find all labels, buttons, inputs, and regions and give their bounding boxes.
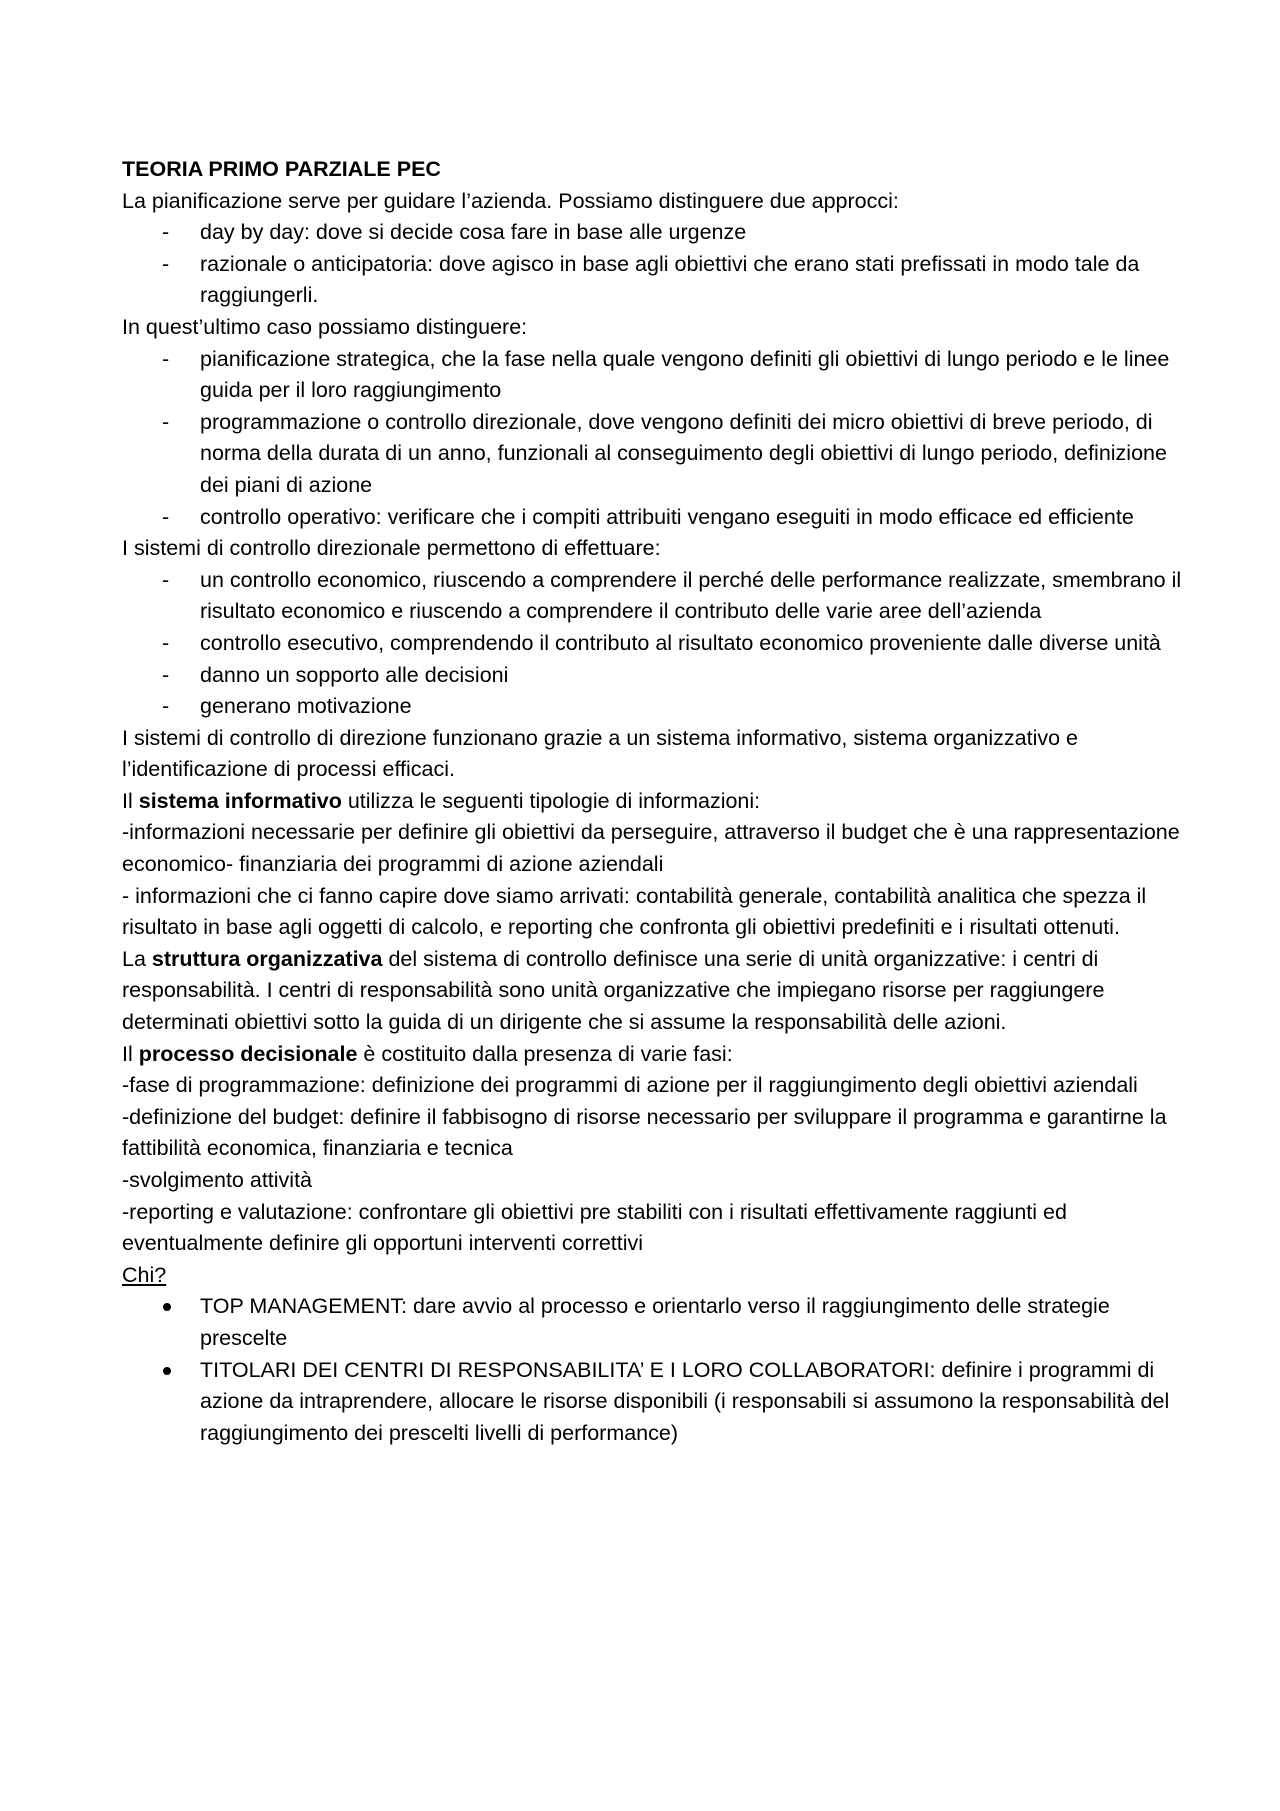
bullet-icon — [163, 1303, 171, 1311]
paragraph: -svolgimento attività — [122, 1168, 312, 1192]
list-item: TOP MANAGEMENT: dare avvio al processo e orientarlo verso il raggiungimento delle strategie prescelte — [122, 1291, 1182, 1354]
dash-marker: - — [162, 251, 170, 276]
list-item: - day by day: dove si decide cosa fare in base alle urgenze — [122, 217, 1182, 249]
paragraph: - informazioni che ci fanno capire dove siamo arrivati: contabilità generale, contabilità analitica che spezza il risultato in base agli oggetti di calcolo, e reporting che confronta gli obiettivi predefiniti e i risultati ottenuti. — [122, 883, 1147, 940]
document-body — [122, 154, 1182, 1449]
list-item: - generano motivazione — [122, 691, 1182, 723]
dash-marker: - — [162, 346, 170, 371]
paragraph-processo-decisionale: Il processo decisionale è costituito dalla presenza di varie fasi: — [122, 1041, 733, 1066]
paragraph: -reporting e valutazione: confrontare gli obiettivi pre stabiliti con i risultati effettivamente raggiunti ed eventualmente definire gli opportuni interventi correttivi — [122, 1199, 1067, 1256]
dash-list-livelli — [122, 344, 1182, 534]
paragraph: -definizione del budget: definire il fabbisogno di risorse necessario per sviluppare il programma e garantirne la fattibilità economica, finanziaria e tecnica — [122, 1104, 1167, 1161]
dash-marker: - — [162, 220, 170, 245]
bullet-icon — [163, 1367, 171, 1375]
bold-term: sistema informativo — [138, 788, 342, 813]
dash-list-approcci — [122, 217, 1182, 312]
dash-marker: - — [162, 504, 170, 529]
paragraph-struttura-organizzativa: La struttura organizzativa del sistema di controllo definisce una serie di unità organizzative: i centri di responsabilità. I centri di responsabilità sono unità organizzative che impiegano risorse per raggiungere determinati obiettivi sotto la guida di un dirigente che si assume la responsabilità delle azioni. — [122, 946, 1105, 1035]
dash-marker: - — [162, 694, 170, 719]
dash-marker: - — [162, 567, 170, 592]
dash-marker: - — [162, 409, 170, 434]
list-item: - razionale o anticipatoria: dove agisco in base agli obiettivi che erano stati prefissati in modo tale da raggiungerli. — [122, 249, 1182, 312]
document-title: TEORIA PRIMO PARZIALE PEC — [122, 157, 441, 181]
paragraph: I sistemi di controllo direzionale permettono di effettuare: — [122, 536, 661, 561]
paragraph: La pianificazione serve per guidare l’azienda. Possiamo distinguere due approcci: — [122, 188, 899, 213]
bold-term: processo decisionale — [138, 1041, 358, 1066]
dash-marker: - — [162, 662, 170, 687]
paragraph: -informazioni necessarie per definire gli obiettivi da perseguire, attraverso il budget che è una rappresentazione economico- finanziaria dei programmi di azione aziendali — [122, 820, 1180, 877]
bullet-list-attori — [122, 1291, 1182, 1449]
list-item: - pianificazione strategica, che la fase nella quale vengono definiti gli obiettivi di lungo periodo e le linee guida per il loro raggiungimento — [122, 344, 1182, 407]
list-item: - controllo operativo: verificare che i compiti attribuiti vengano eseguiti in modo efficace ed efficiente — [122, 502, 1182, 534]
paragraph: In quest’ultimo caso possiamo distinguere: — [122, 314, 528, 339]
list-item: TITOLARI DEI CENTRI DI RESPONSABILITA’ E I LORO COLLABORATORI: definire i programmi di azione da intraprendere, allocare le risorse disponibili (i responsabili si assumono la responsabilità del raggiungimento dei prescelti livelli di performance) — [122, 1355, 1182, 1450]
paragraph: I sistemi di controllo di direzione funzionano grazie a un sistema informativo, sistema organizzativo e l’identificazione di processi efficaci. — [122, 725, 1079, 782]
list-item: - controllo esecutivo, comprendendo il contributo al risultato economico proveniente dalle diverse unità — [122, 628, 1182, 660]
dash-list-controlli — [122, 565, 1182, 723]
dash-marker: - — [162, 630, 170, 655]
paragraph: -fase di programmazione: definizione dei programmi di azione per il raggiungimento degli obiettivi aziendali — [122, 1073, 1138, 1098]
bold-term: struttura organizzativa — [151, 946, 383, 971]
paragraph-sistema-informativo: Il sistema informativo utilizza le seguenti tipologie di informazioni: — [122, 788, 761, 813]
list-item: - programmazione o controllo direzionale, dove vengono definiti dei micro obiettivi di breve periodo, di norma della durata di un anno, funzionali al conseguimento degli obiettivi di lungo periodo, definizione dei piani di azione — [122, 407, 1182, 502]
underlined-heading: Chi? — [122, 1262, 167, 1287]
list-item: - danno un sopporto alle decisioni — [122, 660, 1182, 692]
list-item: - un controllo economico, riuscendo a comprendere il perché delle performance realizzate, smembrano il risultato economico e riuscendo a comprendere il contributo delle varie aree dell’azienda — [122, 565, 1182, 628]
